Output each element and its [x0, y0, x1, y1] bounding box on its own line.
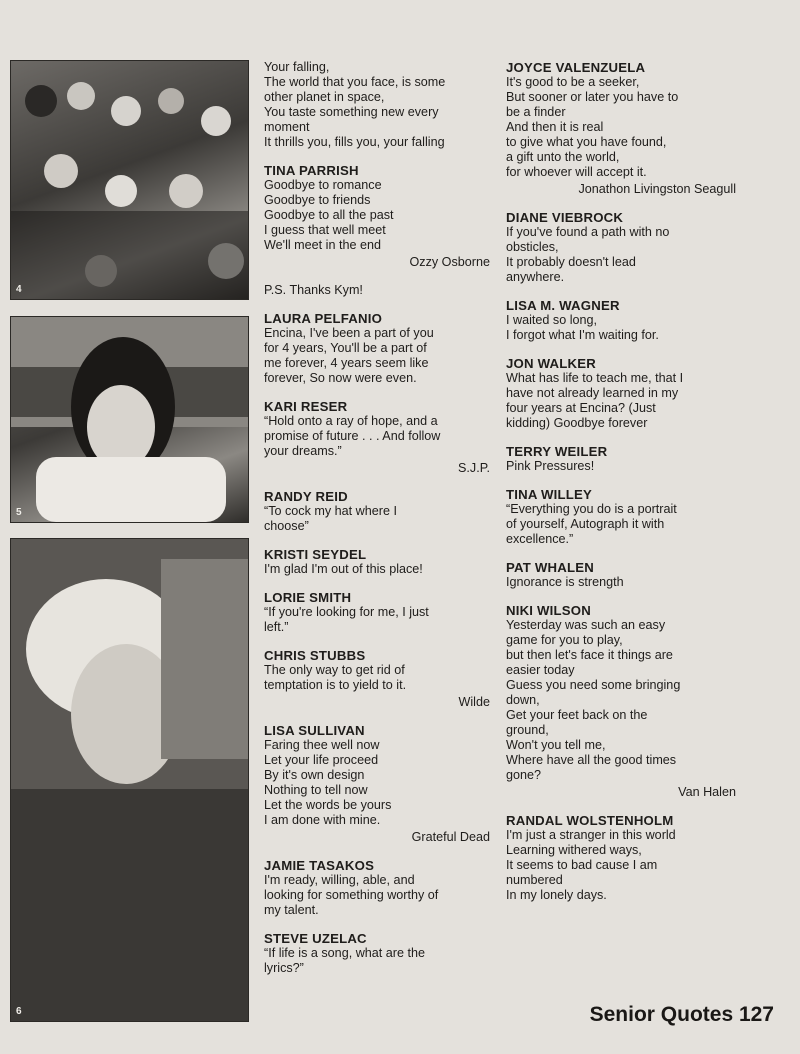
quote-entry — [264, 931, 490, 976]
quote-attribution: S.J.P. — [458, 461, 490, 475]
student-name: RANDAL WOLSTENHOLM — [506, 813, 674, 828]
quote-line: Get your feet back on the — [506, 708, 648, 722]
quote-line: a gift unto the world, — [506, 150, 620, 164]
student-name: TINA PARRISH — [264, 163, 359, 178]
student-name: STEVE UZELAC — [264, 931, 367, 946]
quote-line: Let the words be yours — [264, 798, 392, 812]
quote-line: I'm just a stranger in this world — [506, 828, 676, 842]
quote-line: Learning withered ways, — [506, 843, 642, 857]
student-photo-shapes — [11, 317, 248, 522]
student-name: LORIE SMITH — [264, 590, 352, 605]
quote-entry — [506, 60, 736, 197]
quote-line: Goodbye to all the past — [264, 208, 394, 222]
quote-entry — [506, 603, 736, 800]
quote-line: In my lonely days. — [506, 888, 607, 902]
quote-line: But sooner or later you have to — [506, 90, 679, 104]
quote-line: Guess you need some bringing — [506, 678, 681, 692]
quote-line: By it's own design — [264, 768, 365, 782]
quote-line: my talent. — [264, 903, 319, 917]
quote-attribution: Van Halen — [678, 785, 736, 799]
quote-line: I'm glad I'm out of this place! — [264, 562, 423, 576]
student-name: PAT WHALEN — [506, 560, 594, 575]
page-footer-title: Senior Quotes 127 — [589, 1003, 774, 1026]
student-name: LISA SULLIVAN — [264, 723, 365, 738]
quote-entry — [264, 311, 490, 386]
quote-line: I forgot what I'm waiting for. — [506, 328, 659, 342]
student-photo — [10, 538, 249, 1022]
student-name: CHRIS STUBBS — [264, 648, 366, 663]
quote-line: P.S. Thanks Kym! — [264, 283, 363, 297]
quote-entry — [506, 210, 736, 285]
student-photo-shapes — [11, 539, 248, 1021]
quote-line: but then let's face it things are — [506, 648, 673, 662]
photo-number: 6 — [16, 1006, 22, 1017]
quote-line: other planet in space, — [264, 90, 385, 104]
quote-line: “Everything you do is a portrait — [506, 502, 677, 516]
quote-line: four years at Encina? (Just — [506, 401, 656, 415]
quote-line: gone? — [506, 768, 542, 782]
quote-line: for whoever will accept it. — [506, 165, 647, 179]
quote-line: Won't you tell me, — [506, 738, 606, 752]
quote-line: left.” — [264, 620, 289, 634]
quote-entry — [264, 858, 490, 918]
quote-line: It thrills you, fills you, your falling — [264, 135, 445, 149]
quote-line: You taste something new every — [264, 105, 439, 119]
student-name: RANDY REID — [264, 489, 348, 504]
quote-line: Encina, I've been a part of you — [264, 326, 434, 340]
quote-line: ground, — [506, 723, 549, 737]
quote-entry — [264, 283, 490, 298]
quote-line: Goodbye to friends — [264, 193, 371, 207]
quote-entry — [506, 487, 736, 547]
quote-line: your dreams.” — [264, 444, 342, 458]
student-name: TINA WILLEY — [506, 487, 592, 502]
quote-entry — [264, 590, 490, 635]
photo-number: 4 — [16, 284, 22, 295]
quote-line: excellence.” — [506, 532, 574, 546]
quote-line: looking for something worthy of — [264, 888, 439, 902]
quote-attribution: Grateful Dead — [411, 830, 490, 844]
photo-number: 5 — [16, 507, 22, 518]
quote-line: forever, So now were even. — [264, 371, 417, 385]
quote-line: It probably doesn't lead — [506, 255, 636, 269]
quote-line: The world that you face, is some — [264, 75, 446, 89]
quote-line: of yourself, Autograph it with — [506, 517, 665, 531]
quote-entry — [506, 356, 736, 431]
quote-line: I'm ready, willing, able, and — [264, 873, 415, 887]
quote-line: “Hold onto a ray of hope, and a — [264, 414, 438, 428]
quote-line: “To cock my hat where I — [264, 504, 397, 518]
quote-line: The only way to get rid of — [264, 663, 405, 677]
quote-line: And then it is real — [506, 120, 604, 134]
student-name: KRISTI SEYDEL — [264, 547, 367, 562]
quote-line: for 4 years, You'll be a part of — [264, 341, 427, 355]
quote-line: kidding) Goodbye forever — [506, 416, 648, 430]
student-name: LAURA PELFANIO — [264, 311, 383, 326]
quote-line: lyrics?” — [264, 961, 304, 975]
quote-entry — [506, 444, 736, 474]
quote-line: What has life to teach me, that I — [506, 371, 684, 385]
quote-line: Faring thee well now — [264, 738, 380, 752]
student-name: DIANE VIEBROCK — [506, 210, 624, 225]
quote-line: easier today — [506, 663, 575, 677]
quote-entry — [506, 560, 736, 590]
quote-line: Goodbye to romance — [264, 178, 382, 192]
quote-entry — [264, 60, 490, 150]
quote-entry — [264, 399, 490, 476]
quote-line: be a finder — [506, 105, 566, 119]
quote-entry — [264, 547, 490, 577]
student-name: KARI RESER — [264, 399, 348, 414]
quote-line: I waited so long, — [506, 313, 598, 327]
quote-line: I am done with mine. — [264, 813, 381, 827]
student-name: TERRY WEILER — [506, 444, 608, 459]
student-photo — [10, 316, 249, 523]
quote-line: Ignorance is strength — [506, 575, 624, 589]
quote-line: obsticles, — [506, 240, 559, 254]
quote-entry — [264, 163, 490, 270]
quote-entry — [264, 648, 490, 710]
quote-line: Yesterday was such an easy — [506, 618, 666, 632]
quote-line: Pink Pressures! — [506, 459, 595, 473]
quote-attribution: Wilde — [458, 695, 490, 709]
quote-line: Your falling, — [264, 60, 330, 74]
quote-attribution: Jonathon Livingston Seagull — [578, 182, 736, 196]
quote-line: promise of future . . . And follow — [264, 429, 441, 443]
quote-line: “If you're looking for me, I just — [264, 605, 429, 619]
quote-line: choose” — [264, 519, 309, 533]
quote-line: down, — [506, 693, 540, 707]
quote-line: numbered — [506, 873, 563, 887]
student-name: JAMIE TASAKOS — [264, 858, 375, 873]
quote-line: anywhere. — [506, 270, 565, 284]
quote-attribution: Ozzy Osborne — [409, 255, 490, 269]
quote-line: It's good to be a seeker, — [506, 75, 640, 89]
quote-line: Where have all the good times — [506, 753, 677, 767]
quote-line: temptation is to yield to it. — [264, 678, 407, 692]
quote-entry — [264, 723, 490, 845]
quotes-column-middle — [264, 60, 490, 989]
quote-line: moment — [264, 120, 310, 134]
quote-line: me forever, 4 years seem like — [264, 356, 429, 370]
quote-line: We'll meet in the end — [264, 238, 381, 252]
quote-line: I guess that well meet — [264, 223, 386, 237]
quote-entry — [264, 489, 490, 534]
quote-line: It seems to bad cause I am — [506, 858, 658, 872]
quote-line: Nothing to tell now — [264, 783, 368, 797]
quote-line: If you've found a path with no — [506, 225, 670, 239]
quote-entry — [506, 813, 736, 903]
quotes-column-right — [506, 60, 736, 916]
student-name: JON WALKER — [506, 356, 596, 371]
crowd-photo-shapes — [11, 61, 248, 299]
quote-line: “If life is a song, what are the — [264, 946, 426, 960]
student-name: JOYCE VALENZUELA — [506, 60, 646, 75]
quote-entry — [506, 298, 736, 343]
quote-line: have not already learned in my — [506, 386, 679, 400]
student-name: LISA M. WAGNER — [506, 298, 620, 313]
quote-line: to give what you have found, — [506, 135, 667, 149]
student-name: NIKI WILSON — [506, 603, 591, 618]
crowd-photo — [10, 60, 249, 300]
quote-line: Let your life proceed — [264, 753, 379, 767]
quote-line: game for you to play, — [506, 633, 623, 647]
